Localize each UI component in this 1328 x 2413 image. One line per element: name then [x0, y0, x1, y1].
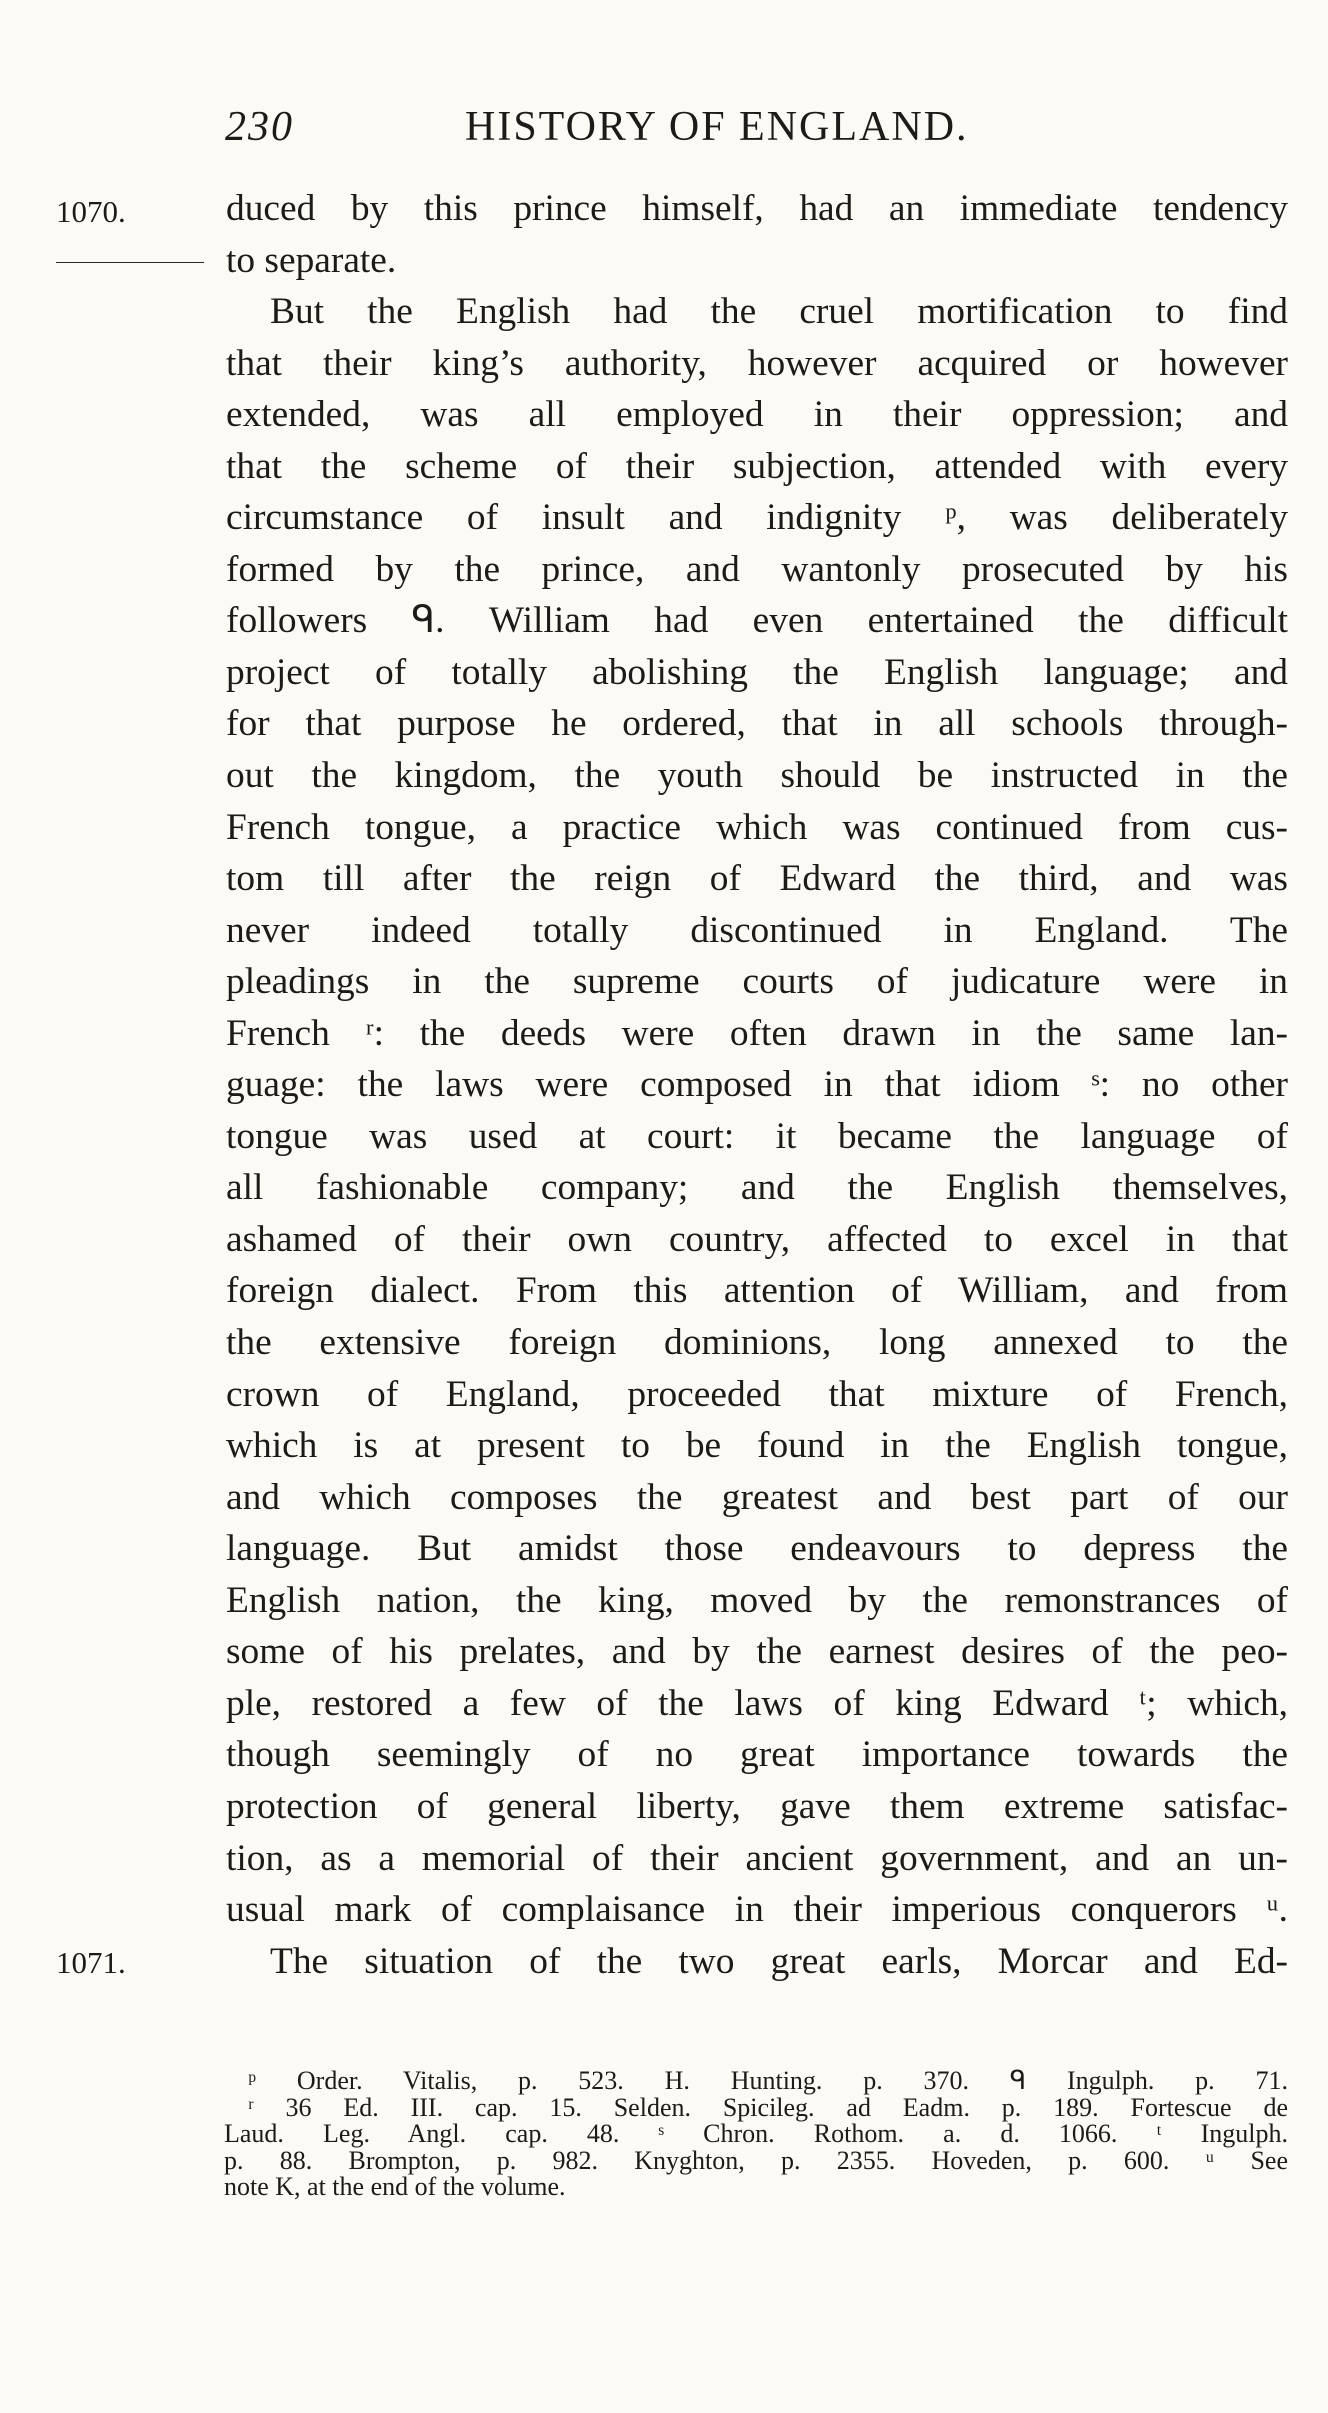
text-line: formed by the prince, and wantonly prosecuted by his: [226, 548, 1288, 590]
text-line: extended, was all employed in their oppression; and: [226, 394, 1288, 436]
margin-date-1071: 1071.: [56, 1945, 126, 1980]
footnote-line: p. 88. Brompton, p. 982. Knyghton, p. 2355. Hoveden, p. 600. ᵘ See: [224, 2145, 1288, 2175]
text-line: for that purpose he ordered, that in all schools through-: [226, 703, 1288, 745]
text-line: protection of general liberty, gave them extreme satisfac-: [226, 1785, 1288, 1827]
text-line: circumstance of insult and indignity ᵖ, was deliberately: [226, 497, 1288, 539]
text-line: that the scheme of their subjection, attended with every: [226, 445, 1288, 487]
text-line: never indeed totally discontinued in England. The: [226, 909, 1288, 951]
text-line: the extensive foreign dominions, long annexed to the: [226, 1322, 1288, 1364]
running-head: HISTORY OF ENGLAND.: [465, 104, 969, 150]
text-line: crown of England, proceeded that mixture of French,: [226, 1373, 1288, 1415]
text-line: tongue was used at court: it became the language of: [226, 1115, 1288, 1157]
text-line: ple, restored a few of the laws of king Edward ᵗ; which,: [226, 1682, 1288, 1724]
text-line: language. But amidst those endeavours to depress the: [226, 1528, 1288, 1570]
page-header: [225, 102, 1065, 152]
text-line: to separate.: [226, 239, 397, 281]
text-line: all fashionable company; and the English themselves,: [226, 1167, 1288, 1209]
footnote-line: ʳ 36 Ed. III. cap. 15. Selden. Spicileg. ad Eadm. p. 189. Fortescue de: [248, 2092, 1288, 2122]
footnotes: [224, 2068, 1288, 2201]
footnote-line: ᵖ Order. Vitalis, p. 523. H. Hunting. p. 370. ᑫ Ingulph. p. 71.: [248, 2066, 1288, 2095]
footnote-line: Laud. Leg. Angl. cap. 48. ˢ Chron. Rothom. a. d. 1066. ᵗ Ingulph.: [224, 2119, 1288, 2148]
body-text: [226, 183, 1288, 1987]
text-line: guage: the laws were composed in that idiom ˢ: no other: [226, 1064, 1288, 1106]
text-line: tom till after the reign of Edward the third, and was: [226, 858, 1288, 900]
paragraph-start: The situation of the two great earls, Morcar and Ed-: [270, 1940, 1288, 1982]
text-line: project of totally abolishing the English language; and: [226, 651, 1288, 693]
margin-date-1070: 1070.: [56, 194, 126, 229]
paragraph-start: But the English had the cruel mortification to find: [270, 291, 1288, 333]
text-line: followers ᑫ. William had even entertained the difficult: [226, 600, 1288, 642]
text-line: usual mark of complaisance in their imperious conquerors ᵘ.: [226, 1889, 1288, 1931]
page-number: 230: [225, 104, 294, 150]
text-line: some of his prelates, and by the earnest desires of the peo-: [226, 1631, 1288, 1673]
text-line: though seemingly of no great importance towards the: [226, 1734, 1288, 1776]
text-line: tion, as a memorial of their ancient government, and an un-: [226, 1837, 1288, 1879]
text-line: foreign dialect. From this attention of William, and from: [226, 1270, 1288, 1312]
text-line: duced by this prince himself, had an immediate tendency: [226, 188, 1288, 229]
footnote-line: note K, at the end of the volume.: [224, 2172, 566, 2201]
margin-rule: [56, 262, 204, 263]
text-line: out the kingdom, the youth should be instructed in the: [226, 755, 1288, 797]
text-line: French tongue, a practice which was continued from cus-: [226, 806, 1288, 848]
text-line: which is at present to be found in the English tongue,: [226, 1425, 1288, 1467]
text-line: ashamed of their own country, affected to excel in that: [226, 1218, 1288, 1260]
text-line: that their king’s authority, however acquired or however: [226, 342, 1288, 384]
text-line: pleadings in the supreme courts of judicature were in: [226, 961, 1288, 1003]
text-line: and which composes the greatest and best part of our: [226, 1476, 1288, 1518]
text-line: French ʳ: the deeds were often drawn in the same lan-: [226, 1012, 1288, 1054]
text-line: English nation, the king, moved by the remonstrances of: [226, 1579, 1288, 1621]
